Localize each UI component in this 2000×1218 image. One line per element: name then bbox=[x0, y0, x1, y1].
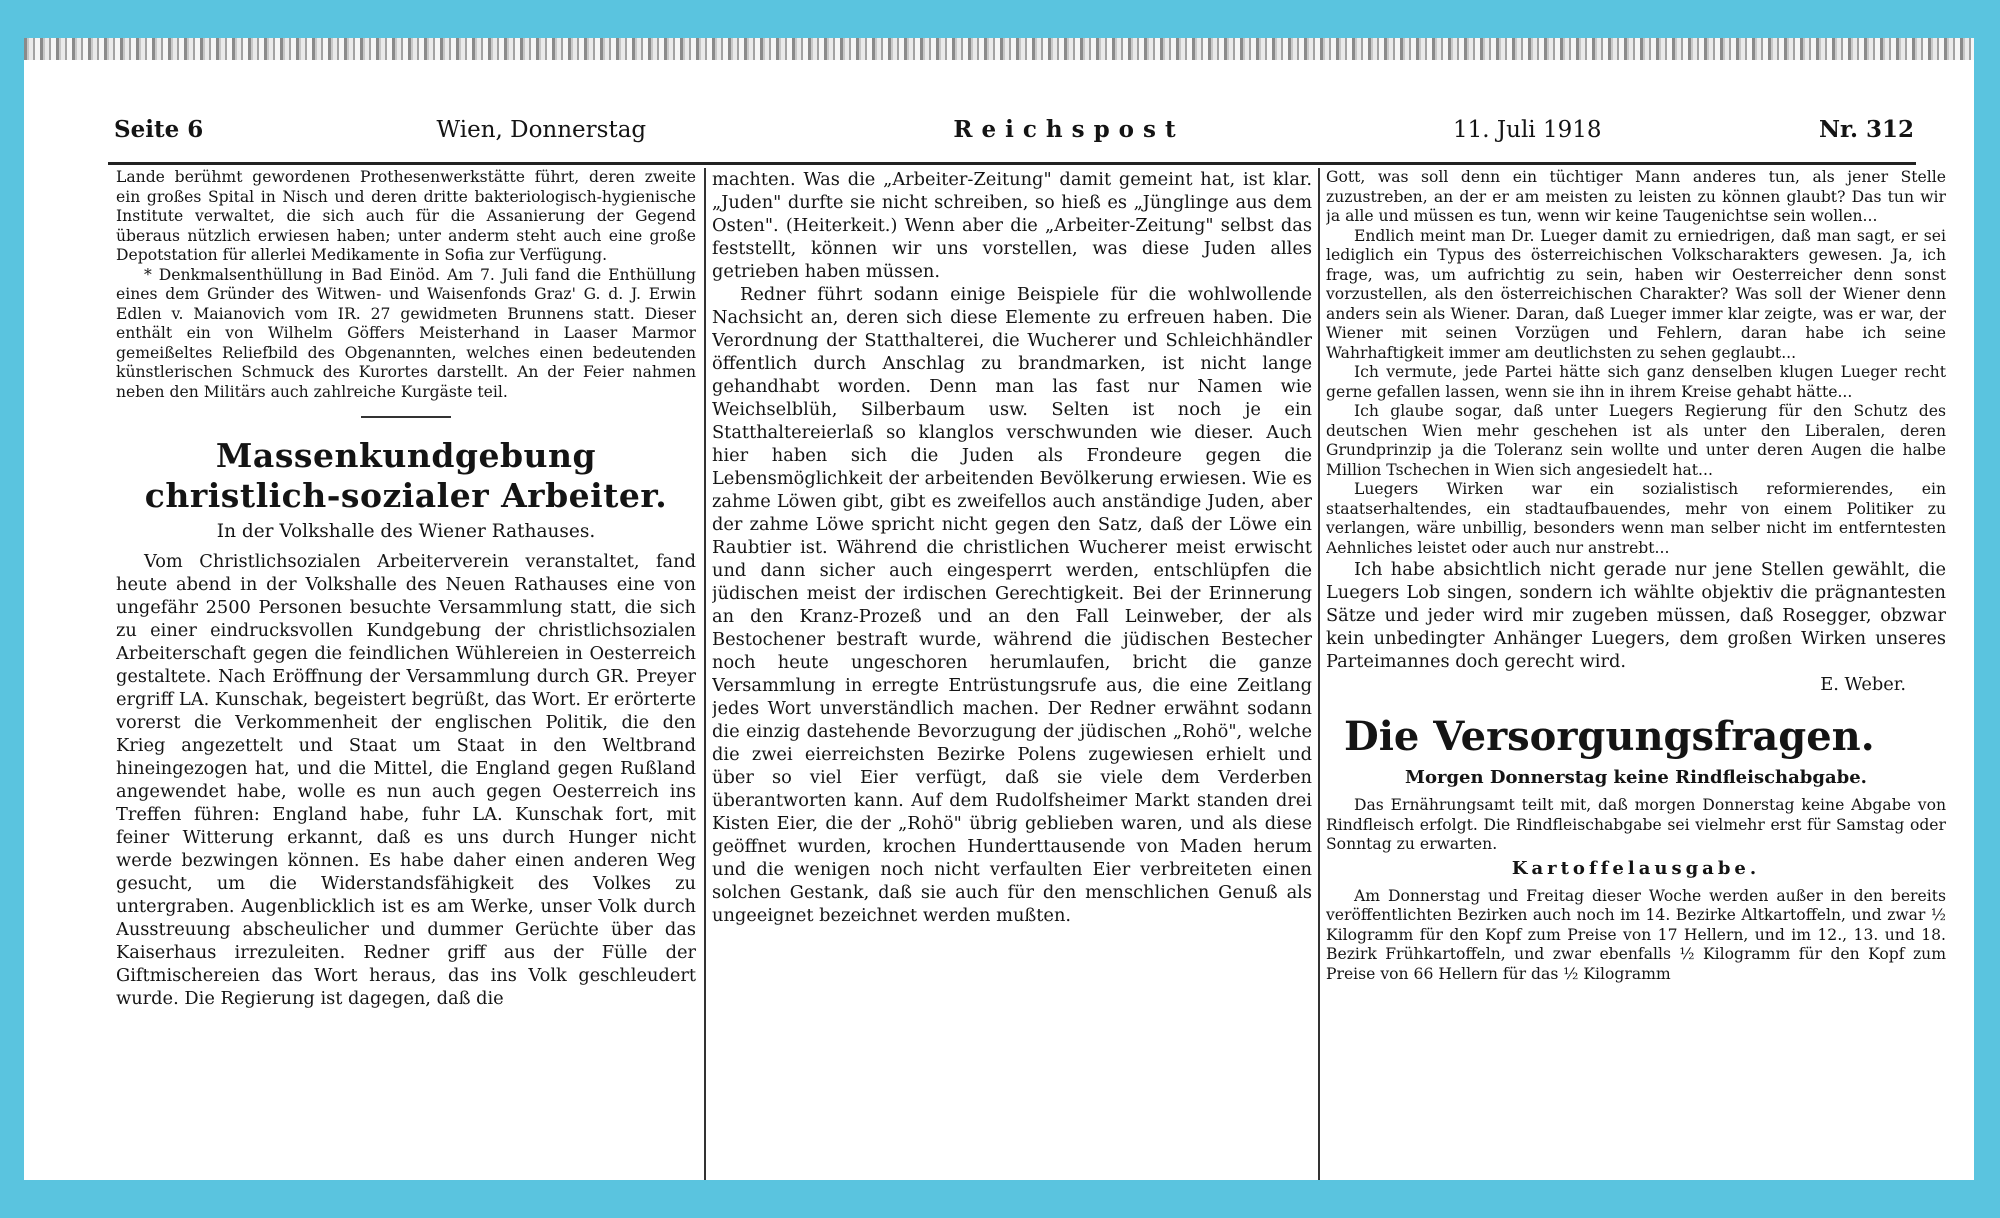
section-headline: Die Versorgungsfragen. bbox=[1344, 713, 1875, 760]
news-item: Lande berühmt gewordenen Prothesenwerkstätte führt, deren zweite ein großes Spital in Nisch und deren dritte bakteriologisch-hygienische Institute verwaltet, die sich auch für die Assanierung der Gegend überaus nützlich erwiesen haben; unter anderm steht auch eine große Depotstation für allerlei Medikamente in Sofia zur Verfügung. bbox=[116, 168, 696, 264]
issue-date: 11. Juli 1918 bbox=[1453, 117, 1602, 143]
masthead-title: Reichspost bbox=[953, 116, 1185, 143]
article-headline: Massenkundgebung christlich-sozialer Arbeiter. bbox=[144, 436, 668, 515]
issue-number: Nr. 312 bbox=[1818, 116, 1914, 143]
author-signature: E. Weber. bbox=[1820, 674, 1906, 695]
article-paragraph: Endlich meint man Dr. Lueger damit zu erniedrigen, daß man sagt, er sei lediglich ein Typus des österreichischen Volkscharakters gewesen. Ja, ich frage, was, um aufrichtig zu sein, haben wir Oesterreicher denn sonst vorzustellen, als den österreichischen Charakter? Was soll der Wiener denn anders sein als Wiener. Daran, daß Lueger immer klar zeigte, was er war, der Wiener mit seinen Vorzügen und Fehlern, daran habe ich seine Wahrhaftigkeit immer am deutlichsten zu sehen geglaubt... bbox=[1326, 226, 1946, 362]
news-subhead: Kartoffelausgabe. bbox=[1511, 857, 1761, 879]
news-body: Am Donnerstag und Freitag dieser Woche werden außer in den bereits veröffentlichten Bezirken auch noch im 14. Bezirke Altkartoffeln, und zwar ½ Kilogramm für den Kopf zum Preise von 17 Hellern, und im 12., 13. und 18. Bezirk Frühkartoffeln, und zwar ebenfalls ½ Kilogramm für den Kopf zum Preise von 66 Hellern für das ½ Kilogramm bbox=[1326, 886, 1946, 983]
article-paragraph: machten. Was die „Arbeiter-Zeitung" damit gemeint hat, ist klar. „Juden" durfte sie nicht schreiben, so hieß es „Jünglinge aus dem Osten". (Heiterkeit.) Wenn aber die „Arbeiter-Zeitung" selbst das feststellt, können wir uns vorstellen, was diese Juden alles getrieben haben müssen. bbox=[712, 169, 1312, 282]
scan-edge bbox=[24, 38, 1974, 60]
news-subhead: Morgen Donnerstag keine Rindfleischabgabe. bbox=[1405, 767, 1867, 788]
page-label: Seite 6 bbox=[114, 116, 204, 143]
article-paragraph: Ich vermute, jede Partei hätte sich ganz denselben klugen Lueger recht gerne gefallen lassen, wenn sie ihn in ihrem Kreise gehabt hätte... bbox=[1326, 363, 1946, 401]
page-header bbox=[114, 116, 1914, 160]
news-body: Das Ernährungsamt teilt mit, daß morgen Donnerstag keine Abgabe von Rindfleisch erfolgt. Die Rindfleischabgabe sei vielmehr erst für Samstag oder Sonntag zu erwarten. bbox=[1326, 796, 1946, 853]
article-paragraph: Redner führt sodann einige Beispiele für die wohlwollende Nachsicht an, deren sich diese Elemente zu erfreuen haben. Die Verordnung der Statthalterei, die Wucherer und Schleichhändler öffentlich durch Anschlag zu brandmarken, ist nicht lange gehandhabt worden. Denn man las fast nur Namen wie Weichselblüh, Silberbaum usw. Selten ist noch je ein Statthaltereierlaß so klanglos verschwunden wie dieser. Auch hier haben sich die Juden als Frondeure gegen die Lebensmöglichkeit der arbeitenden Bevölkerung erwiesen. Wie es zahme Löwen gibt, gibt es zweifellos auch anständige Juden, aber der zahme Löwe spricht nicht gegen den Satz, daß der Löwe ein Raubtier ist. Während die christlichen Wucherer meist erwischt und dann sicher auch eingesperrt werden, entschlüpfen die jüdischen meist der irdischen Gerechtigkeit. Bei der Erinnerung an den Kranz-Prozeß und an den Fall Leinweber, der als Bestochener bestraft wurde, während die jüdischen Bestecher noch heute ungeschoren herumlaufen, bricht die ganze Versammlung in erregte Entrüstungsrufe aus, die eine Zeitlang jedes Wort unverständlich machen. Der Redner erwähnt sodann die einzig dastehende Bevorzugung der jüdischen „Rohö", welche die zwei eierreichsten Bezirke Polens zugewiesen erhielt und über so viel Eier verfügt, daß sie viele dem Verderben überantworten kann. Auf dem Rudolfsheimer Markt standen drei Kisten Eier, die der „Rohö" übrig geblieben waren, und als diese geöffnet wurden, krochen Hunderttausende von Maden herum und die wenigen noch nicht verfaulten Eier verbreiteten einen solchen Gestank, daß sie auch für den menschlichen Genuß als ungeeignet bezeichnet werden mußten. bbox=[712, 284, 1312, 926]
column-1 bbox=[116, 168, 696, 1180]
header-rule bbox=[108, 162, 1916, 165]
article-body: Vom Christlichsozialen Arbeiterverein veranstaltet, fand heute abend in der Volkshalle des Neuen Rathauses eine von ungefähr 2500 Personen besuchte Versammlung statt, die sich zu einer eindrucksvollen Kundgebung der christlichsozialen Arbeiterschaft gegen die feindlichen Wühlereien in Oesterreich gestaltete. Nach Eröffnung der Versammlung durch GR. Preyer ergriff LA. Kunschak, begeistert begrüßt, das Wort. Er erörterte vorerst die Verkommenheit der englischen Politik, die den Krieg angezettelt und Staat um Staat in den Weltbrand hineingezogen hat, und die Mittel, die England gegen Rußland angewendet habe, wolle es nun auch gegen Oesterreich ins Treffen führen: England habe, fuhr LA. Kunschak fort, mit feiner Witterung erkannt, daß es uns durch Hunger nicht werde bezwingen können. Es habe daher einen anderen Weg gesucht, um die Widerstandsfähigkeit des Volkes zu untergraben. Augenblicklich ist es am Werke, unser Volk durch Ausstreuung abscheulicher und dummer Gerüchte über das Kaiserhaus irrezuleiten. Redner griff aus der Fülle der Giftmischereien das Wort heraus, das ins Volk geschleudert wurde. Die Regierung ist dagegen, daß die bbox=[116, 551, 696, 1009]
column-divider bbox=[704, 168, 706, 1180]
column-divider bbox=[1318, 168, 1320, 1180]
place-day: Wien, Donnerstag bbox=[436, 117, 647, 143]
article-paragraph: Gott, was soll denn ein tüchtiger Mann anderes tun, als jener Stelle zuzustreben, an der er am meisten zu leisten zu können glaubt? Das tun wir ja alle und müssen es tun, wenn wir keine Taugenichtse sein wollen... bbox=[1326, 168, 1946, 225]
column-2 bbox=[712, 168, 1312, 1180]
separator-rule bbox=[361, 416, 451, 418]
article-paragraph: Ich glaube sogar, daß unter Luegers Regierung für den Schutz des deutschen Wien mehr geschehen ist als unter den Liberalen, deren Grundprinzip ja die Toleranz sein wollte und unter deren Augen die halbe Million Tschechen in Wien sich angesiedelt hat... bbox=[1326, 402, 1946, 479]
article-paragraph: Ich habe absichtlich nicht gerade nur jene Stellen gewählt, die Luegers Lob singen, sondern ich wählte objektiv die prägnantesten Sätze und jeder wird mir zugeben müssen, daß Rosegger, obzwar kein unbedingter Anhänger Luegers, dem großen Wirken unseres Parteimannes doch gerecht wird. bbox=[1326, 559, 1946, 672]
newspaper-page bbox=[24, 38, 1974, 1180]
article-subhead: In der Volkshalle des Wiener Rathauses. bbox=[216, 521, 596, 542]
news-item: * Denkmalsenthüllung in Bad Einöd. Am 7. Juli fand die Enthüllung eines dem Gründer des Witwen- und Waisenfonds Graz' G. d. J. Erwin Edlen v. Maianovich vom IR. 27 gewidmeten Brunnens statt. Dieser enthält ein von Wilhelm Göffers Meisterhand in Laaser Marmor gemeißeltes Reliefbild des Obgenannten, welches einen bedeutenden künstlerischen Schmuck des Kurortes darstellt. An der Feier nahmen neben den Militärs auch zahlreiche Kurgäste teil. bbox=[116, 265, 696, 401]
column-3 bbox=[1326, 168, 1946, 1180]
article-paragraph: Luegers Wirken war ein sozialistisch reformierendes, ein staatserhaltendes, ein stadtaufbauendes, mehr von einem Politiker zu verlangen, wäre unbillig, besonders wenn man selber nicht im entferntesten Aehnliches leistet oder auch nur anstrebt... bbox=[1326, 480, 1946, 557]
